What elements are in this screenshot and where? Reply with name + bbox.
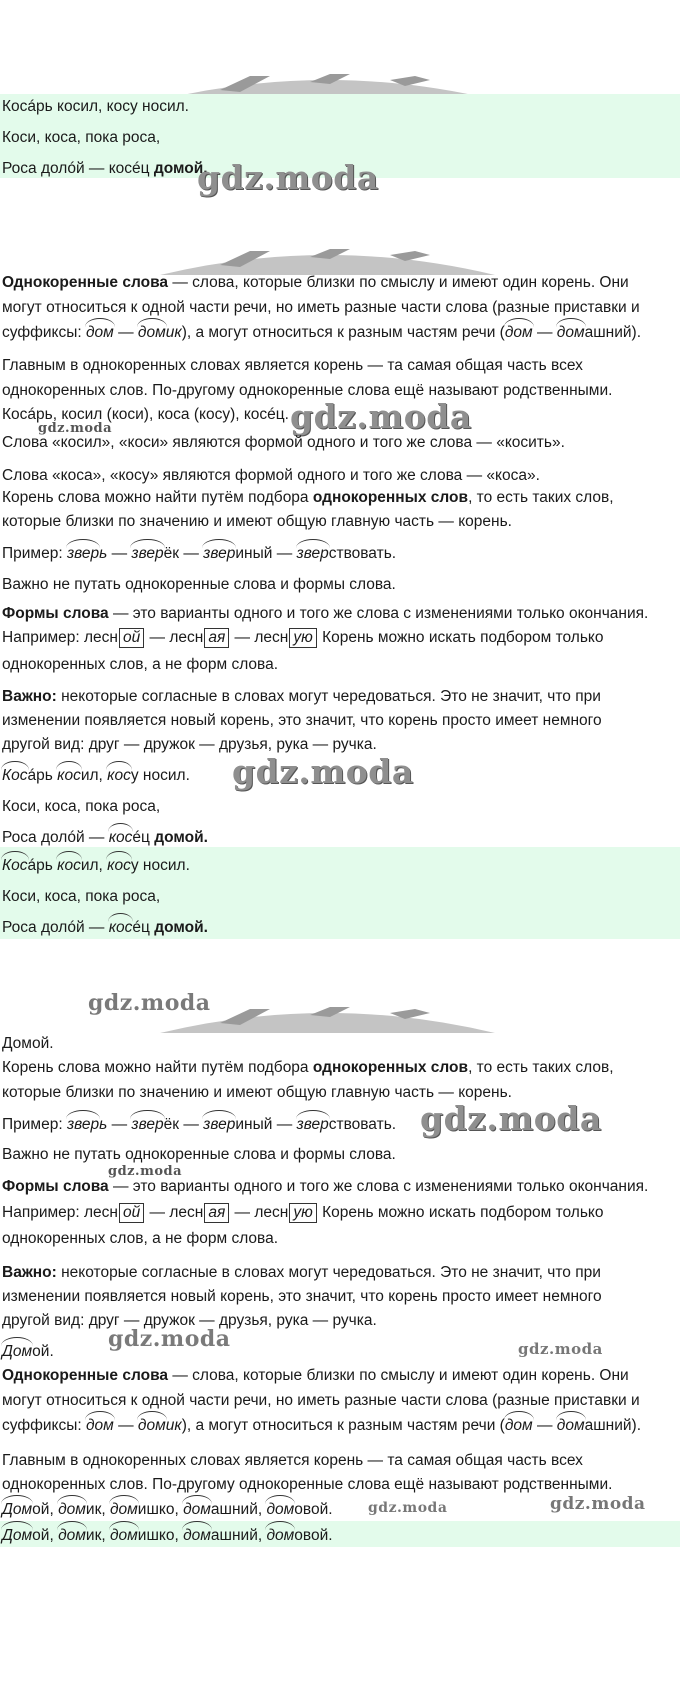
definition-line: суффиксы: дом — домик), а могут относиться к разным частям речи (дом — домашний).: [2, 324, 642, 341]
definition-line: могут относиться к одной части речи, но иметь разные части слова (разные приставки и: [2, 1392, 640, 1409]
watermark: gdz.moda: [290, 397, 472, 436]
watermark: gdz.moda: [197, 158, 379, 197]
definition-line: Однокоренные слова — слова, которые близки по смыслу и имеют один корень. Они: [2, 274, 629, 291]
text-line: другой вид: друг — дружок — друзья, рука — ручка.: [2, 1312, 377, 1329]
text-line: однокоренных слов, а не форм слова.: [2, 1230, 279, 1247]
text-line: Корень слова можно найти путём подбора однокоренных слов, то есть таких слов,: [2, 489, 614, 506]
definition-line: могут относиться к одной части речи, но иметь разные части слова (разные приставки и: [2, 299, 640, 316]
text-line: Косáрь, косил (коси), коса (косу), косéц.: [2, 406, 289, 423]
decorative-arc-3: [160, 1003, 495, 1033]
watermark: gdz.moda: [108, 1164, 183, 1179]
example-line: Пример: зверь — зверёк — звериный — зверствовать.: [2, 1116, 397, 1133]
text-line: изменении появляется новый корень, это значит, что корень просто имеет немного: [2, 712, 602, 729]
text-line: Важно не путать однокоренные слова и формы слова.: [2, 1146, 396, 1163]
poem-line: Косáрь косил, косу носил.: [2, 767, 190, 784]
decorative-arc-2: [160, 245, 495, 275]
poem-line: Коси, коса, пока роса,: [2, 798, 161, 815]
watermark: gdz.moda: [88, 990, 211, 1016]
text-line: Важно не путать однокоренные слова и формы слова.: [2, 576, 396, 593]
poem-line: Косáрь косил, косу носил.: [2, 98, 189, 115]
poem-line: Роса долóй — косéц домой.: [2, 160, 208, 177]
watermark: gdz.moda: [232, 752, 414, 791]
watermark: gdz.moda: [38, 421, 113, 436]
example-line: Например: лесн ой — лесн ая — лесн ую Корень можно искать подбором только: [2, 1204, 604, 1221]
word-list: Домой, домик, домишко, домашний, домовой.: [2, 1501, 333, 1518]
text-line: Формы слова — это варианты одного и того же слова с изменениями только окончания.: [2, 1178, 649, 1195]
poem-line: Коси, коса, пока роса,: [2, 129, 161, 146]
poem-line: Косáрь косил, косу носил.: [2, 857, 190, 874]
text-line: однокоренных слов. По-другому однокоренные слова ещё называют родственными.: [2, 382, 613, 399]
text-line: изменении появляется новый корень, это значит, что корень просто имеет немного: [2, 1288, 602, 1305]
example-line: Пример: зверь — зверёк — звериный — зверствовать.: [2, 545, 397, 562]
text-line: Корень слова можно найти путём подбора однокоренных слов, то есть таких слов,: [2, 1059, 614, 1076]
text-line: Главным в однокоренных словах является корень — та самая общая часть всех: [2, 357, 583, 374]
poem-line: Роса долóй — косéц домой.: [2, 829, 208, 846]
definition-line: суффиксы: дом — домик), а могут относиться к разным частям речи (дом — домашний).: [2, 1417, 642, 1434]
example-line: Например: лесн ой — лесн ая — лесн ую Корень можно искать подбором только: [2, 629, 604, 646]
poem-line: Коси, коса, пока роса,: [2, 888, 161, 905]
definition-line: Однокоренные слова — слова, которые близки по смыслу и имеют один корень. Они: [2, 1367, 629, 1384]
text-line: однокоренных слов. По-другому однокоренные слова ещё называют родственными.: [2, 1476, 613, 1493]
text-line: Главным в однокоренных словах является корень — та самая общая часть всех: [2, 1452, 583, 1469]
text-line: однокоренных слов, а не форм слова.: [2, 656, 279, 673]
text-line: Формы слова — это варианты одного и того же слова с изменениями только окончания.: [2, 605, 649, 622]
text-line: Слова «коса», «косу» являются формой одного и того же слова — «коса».: [2, 467, 540, 484]
watermark: gdz.moda: [420, 1099, 602, 1138]
watermark: gdz.moda: [550, 1494, 646, 1514]
text-line: которые близки по значению и имеют общую главную часть — корень.: [2, 513, 512, 530]
text-line: Слова «косил», «коси» являются формой одного и того же слова — «косить».: [2, 434, 565, 451]
poem-line: Роса долóй — косéц домой.: [2, 919, 208, 936]
word-line: Домой.: [2, 1343, 54, 1360]
text-line: Важно: некоторые согласные в словах могут чередоваться. Это не значит, что при: [2, 1264, 601, 1281]
text-line: Важно: некоторые согласные в словах могут чередоваться. Это не значит, что при: [2, 688, 601, 705]
text-line: другой вид: друг — дружок — друзья, рука — ручка.: [2, 736, 377, 753]
watermark: gdz.moda: [518, 1340, 603, 1358]
word-list: Домой, домик, домишко, домашний, домовой.: [2, 1527, 333, 1544]
watermark: gdz.moda: [368, 1500, 448, 1516]
text-line: Домой.: [2, 1035, 54, 1052]
text-line: которые близки по значению и имеют общую главную часть — корень.: [2, 1084, 512, 1101]
watermark: gdz.moda: [108, 1326, 231, 1352]
